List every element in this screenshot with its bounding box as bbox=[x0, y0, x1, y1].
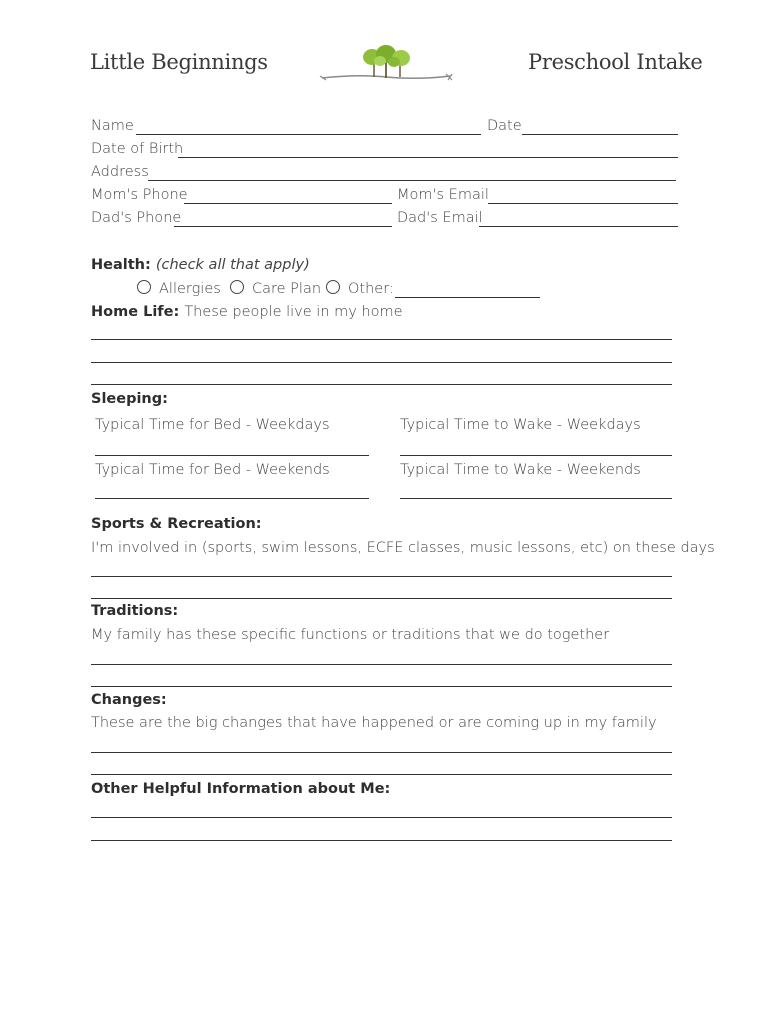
home-life-line-3[interactable] bbox=[91, 384, 672, 385]
wake-weekends-field[interactable] bbox=[400, 498, 672, 499]
sleeping-heading: Sleeping: bbox=[91, 391, 168, 407]
home-life-prompt: These people live in my home bbox=[184, 304, 403, 320]
traditions-heading: Traditions: bbox=[91, 603, 179, 619]
changes-line-1[interactable] bbox=[91, 752, 672, 753]
other-checkbox[interactable] bbox=[326, 280, 340, 294]
care-plan-label: Care Plan bbox=[252, 281, 322, 297]
home-life-heading bbox=[91, 304, 403, 320]
changes-prompt: These are the big changes that have happened or are coming up in my family bbox=[91, 715, 657, 731]
name-label: Name bbox=[91, 118, 134, 134]
sports-line-1[interactable] bbox=[91, 576, 672, 577]
address-field[interactable] bbox=[148, 180, 676, 181]
wake-weekdays-label: Typical Time to Wake - Weekdays bbox=[400, 417, 641, 433]
bed-weekends-label: Typical Time for Bed - Weekends bbox=[95, 462, 330, 478]
wake-weekdays-field[interactable] bbox=[400, 455, 672, 456]
home-life-line-2[interactable] bbox=[91, 362, 672, 363]
dad-email-field[interactable] bbox=[479, 226, 678, 227]
dad-phone-field[interactable] bbox=[174, 226, 392, 227]
other-field[interactable] bbox=[395, 297, 540, 298]
name-field[interactable] bbox=[136, 134, 481, 135]
changes-heading: Changes: bbox=[91, 692, 167, 708]
address-label: Address bbox=[91, 164, 149, 180]
home-life-heading-text: Home Life: bbox=[91, 304, 180, 320]
other-info-line-2[interactable] bbox=[91, 840, 672, 841]
other-info-line-1[interactable] bbox=[91, 817, 672, 818]
bed-weekdays-label: Typical Time for Bed - Weekdays bbox=[95, 417, 330, 433]
mom-phone-field[interactable] bbox=[184, 203, 392, 204]
sports-heading: Sports & Recreation: bbox=[91, 516, 262, 532]
health-note: (check all that apply) bbox=[155, 257, 310, 273]
trees-logo-icon bbox=[318, 44, 454, 84]
traditions-prompt: My family has these specific functions or traditions that we do together bbox=[91, 627, 610, 643]
wake-weekends-label: Typical Time to Wake - Weekends bbox=[400, 462, 641, 478]
traditions-line-2[interactable] bbox=[91, 686, 672, 687]
date-field[interactable] bbox=[522, 134, 678, 135]
traditions-line-1[interactable] bbox=[91, 664, 672, 665]
allergies-checkbox[interactable] bbox=[137, 280, 151, 294]
mom-email-label: Mom's Email bbox=[397, 187, 489, 203]
other-info-heading: Other Helpful Information about Me: bbox=[91, 781, 391, 797]
form-title: Preschool Intake bbox=[528, 50, 703, 74]
home-life-line-1[interactable] bbox=[91, 339, 672, 340]
bed-weekends-field[interactable] bbox=[95, 498, 369, 499]
dad-phone-label: Dad's Phone bbox=[91, 210, 182, 226]
mom-phone-label: Mom's Phone bbox=[91, 187, 188, 203]
care-plan-checkbox[interactable] bbox=[230, 280, 244, 294]
mom-email-field[interactable] bbox=[488, 203, 678, 204]
changes-line-2[interactable] bbox=[91, 774, 672, 775]
sports-line-2[interactable] bbox=[91, 598, 672, 599]
date-label: Date bbox=[487, 118, 522, 134]
sports-prompt: I'm involved in (sports, swim lessons, ECFE classes, music lessons, etc) on these days bbox=[91, 540, 715, 556]
health-heading bbox=[91, 257, 310, 273]
other-label: Other: bbox=[348, 281, 394, 297]
health-heading-text: Health: bbox=[91, 257, 151, 273]
dob-field[interactable] bbox=[178, 157, 678, 158]
bed-weekdays-field[interactable] bbox=[95, 455, 369, 456]
dob-label: Date of Birth bbox=[91, 141, 184, 157]
brand-name: Little Beginnings bbox=[90, 50, 268, 74]
allergies-label: Allergies bbox=[159, 281, 221, 297]
dad-email-label: Dad's Email bbox=[397, 210, 483, 226]
